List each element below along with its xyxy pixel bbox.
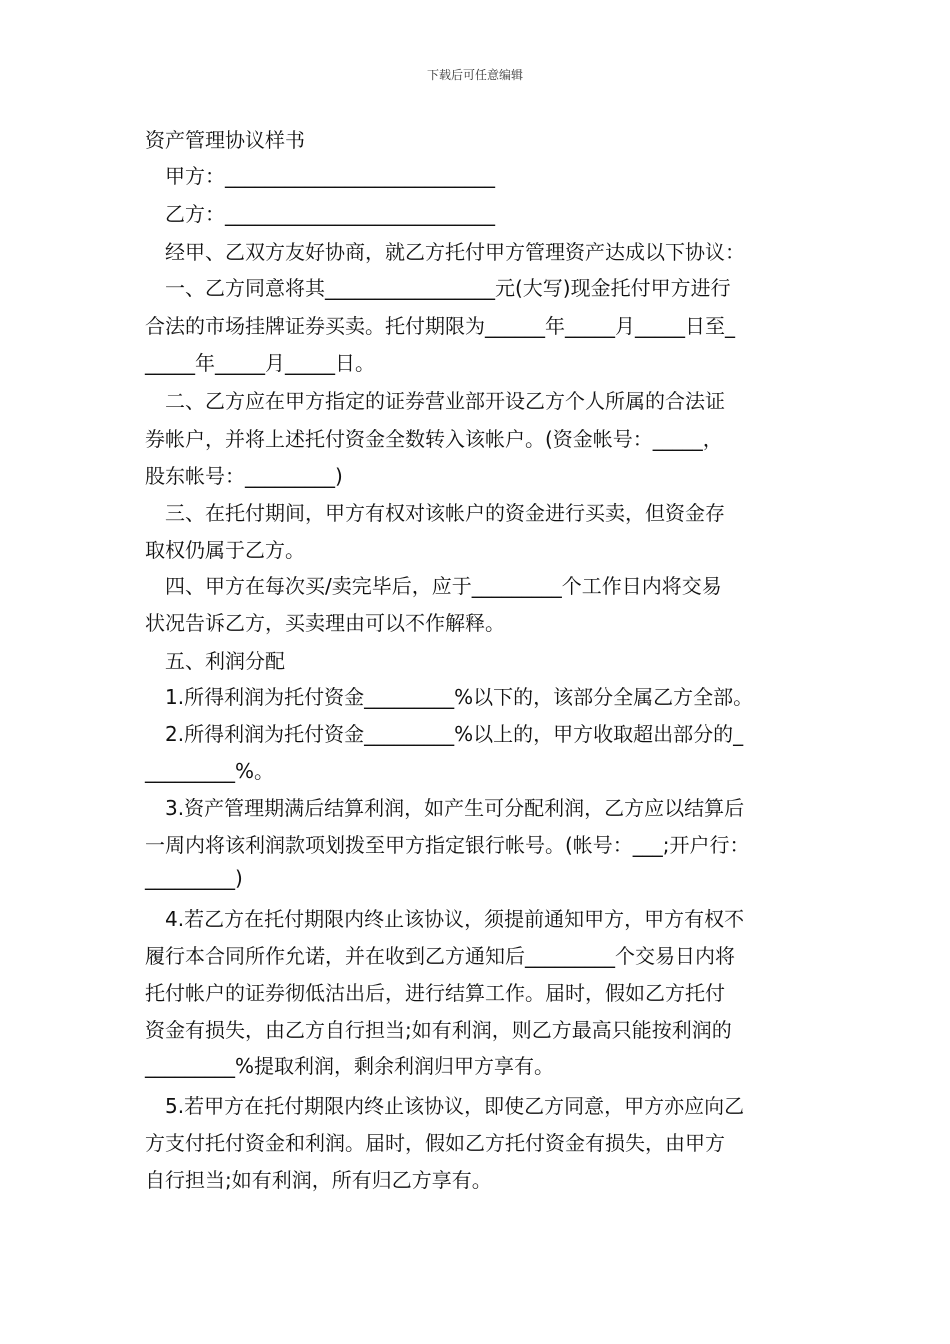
profit-item-4: 托付帐户的证券彻低沽出后，进行结算工作。届时，假如乙方托付: [145, 981, 725, 1005]
profit-item-4: _________%提取利润，剩余利润归甲方享有。: [145, 1054, 555, 1078]
clause-1-line: 一、乙方同意将其_________________元(大写)现金托付甲方进行: [165, 276, 731, 300]
profit-item-1: 1.所得利润为托付资金_________%以下的，该部分全属乙方全部。: [165, 685, 754, 709]
clause-3-line: 三、在托付期间，甲方有权对该帐户的资金进行买卖，但资金存: [165, 501, 725, 525]
profit-item-4: 4.若乙方在托付期限内终止该协议，须提前通知甲方，甲方有权不: [165, 907, 745, 931]
profit-item-2: 2.所得利润为托付资金_________%以上的，甲方收取超出部分的_: [165, 722, 744, 746]
clause-4-line: 四、甲方在每次买/卖完毕后，应于_________个工作日内将交易: [165, 574, 722, 598]
profit-item-2: _________%。: [145, 759, 275, 783]
profit-item-5: 5.若甲方在托付期限内终止该协议，即使乙方同意，甲方亦应向乙: [165, 1094, 745, 1118]
section-heading: 五、利润分配: [165, 649, 285, 673]
party-a-line: 甲方：___________________________: [165, 164, 495, 188]
profit-item-4: 资金有损失，由乙方自行担当;如有利润，则乙方最高只能按利润的: [145, 1018, 732, 1042]
profit-item-3: _________): [145, 866, 243, 890]
clause-1-line: _____年_____月_____日。: [145, 351, 375, 375]
profit-item-3: 3.资产管理期满后结算利润，如产生可分配利润，乙方应以结算后: [165, 796, 745, 820]
document-title: 资产管理协议样书: [145, 128, 305, 152]
profit-item-5: 自行担当;如有利润，所有归乙方享有。: [145, 1168, 492, 1192]
clause-4-line: 状况告诉乙方，买卖理由可以不作解释。: [145, 611, 505, 635]
profit-item-4: 履行本合同所作允诺，并在收到乙方通知后_________个交易日内将: [145, 944, 735, 968]
party-b-line: 乙方：___________________________: [165, 202, 495, 226]
clause-1-line: 合法的市场挂牌证券买卖。托付期限为______年_____月_____日至_: [145, 314, 735, 338]
page-header: 下载后可任意编辑: [426, 68, 523, 82]
profit-item-3: 一周内将该利润款项划拨至甲方指定银行帐号。(帐号：___;开户行：: [145, 833, 750, 857]
profit-item-5: 方支付托付资金和利润。届时，假如乙方托付资金有损失，由甲方: [145, 1131, 725, 1155]
clause-3-line: 取权仍属于乙方。: [145, 538, 305, 562]
clause-2-line: 股东帐号：_________): [145, 464, 343, 488]
preamble-line: 经甲、乙双方友好协商，就乙方托付甲方管理资产达成以下协议：: [165, 240, 745, 264]
clause-2-line: 二、乙方应在甲方指定的证券营业部开设乙方个人所属的合法证: [165, 389, 725, 413]
clause-2-line: 券帐户，并将上述托付资金全数转入该帐户。(资金帐号：_____，: [145, 427, 723, 451]
